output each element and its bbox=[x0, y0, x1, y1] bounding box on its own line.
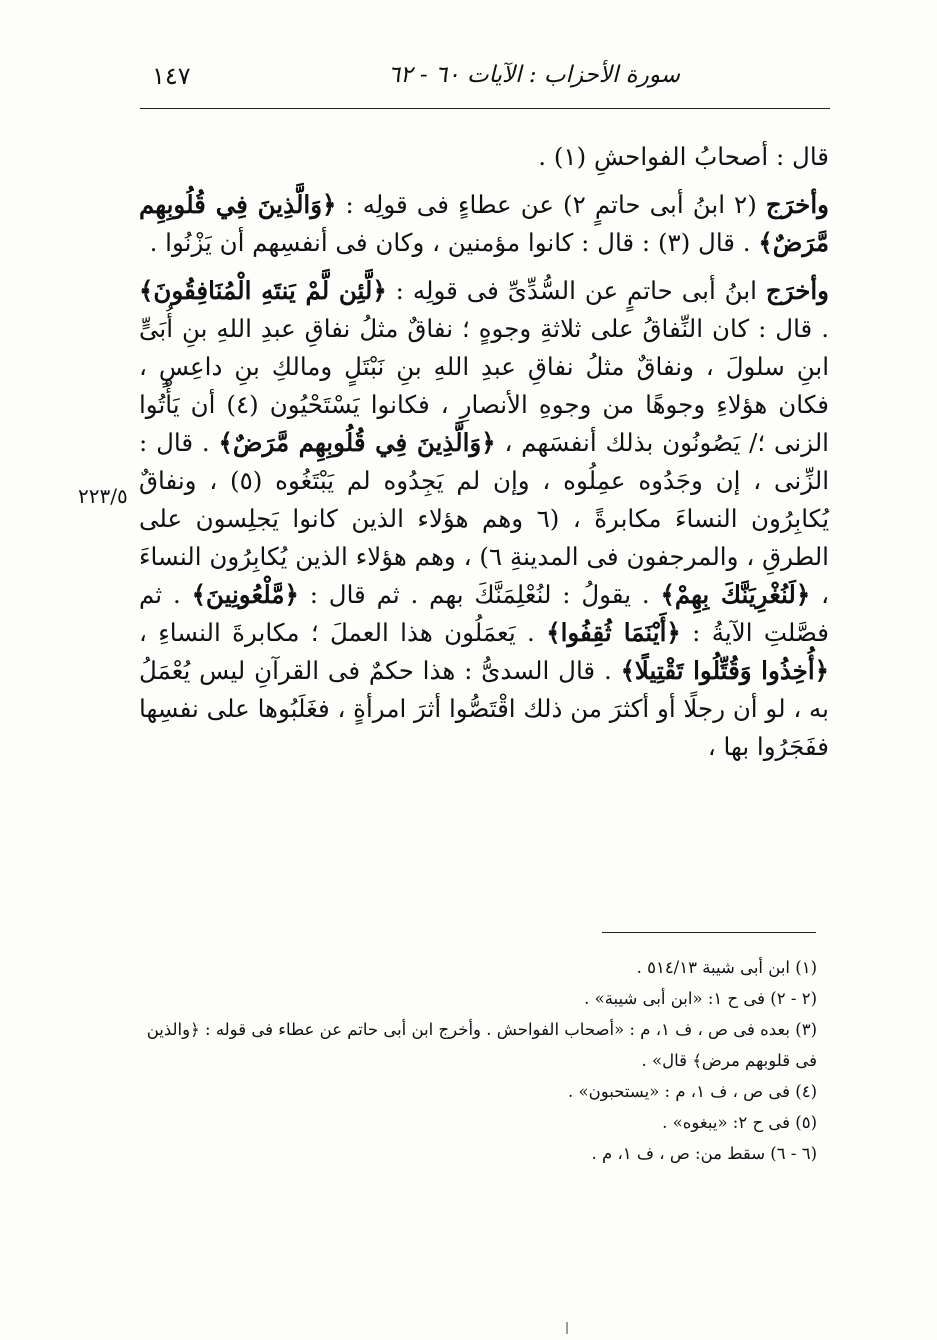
paragraph-3-segment: ابنُ أبى حاتمٍ عن السُّدِّىِّ فى قولِه : bbox=[386, 276, 766, 305]
paragraph-3-segment: . يقولُ : لنُعْلِمَنَّكَ بهم . ثم قال : bbox=[298, 580, 661, 609]
quran-quote: ﴿وَالَّذِينَ فِي قُلُوبِهِم مَّرَضٌ﴾ bbox=[218, 428, 496, 457]
main-text bbox=[139, 138, 829, 766]
footnote: (٣) بعده فى ص ، ف ١، م : «أصحاب الفواحش . وأخرج ابن أبى حاتم عن عطاء فى قوله : ﴿والذين فى قلوبهم مرض﴾ قال» . bbox=[146, 1020, 817, 1070]
paragraph-3 bbox=[139, 272, 829, 766]
paragraph-3-segment: . قال : الزِّنى ، إن وجَدُوه عمِلُوه ، وإن لم يَجِدُوه لم يَبْتَغُوه (٥) ، ونفاقٌ يُكابِرُون النساءَ مكابرةً ، (٦ وهم هؤلاء الذين كانوا يَجلِسون على الطرقِ ، والمرجفون فى المدينةِ ٦) ، وهم هؤلاء الذين يُكابِرُون النساءَ ، bbox=[139, 428, 830, 609]
paragraph-3-segment: . قال : كان النِّفاقُ على ثلاثةِ وجوهٍ ؛ نفاقٌ مثلُ نفاقِ عبدِ اللهِ بنِ أُبَىٍّ ابنِ سلولَ ، ونفاقٌ مثلُ نفاقِ عبدِ اللهِ بنِ نَبْتَلٍ ومالكِ بنِ داعِسٍ ، فكان هؤلاءِ وجوهًا من وجوهِ الأنصارِ ، فكانوا يَسْتَحْيُون (٤) أن يَأْتُوا الزنى ؛/ يَصُونُون بذلك أنفسَهم ، bbox=[139, 314, 830, 457]
footnote: (٦ - ٦) سقط من: ص ، ف ١، م . bbox=[591, 1144, 817, 1163]
paragraph-2-text: (٢ ابنُ أبى حاتمٍ ٢) عن عطاءٍ فى قولِه : bbox=[336, 190, 766, 219]
footnote-divider bbox=[602, 932, 816, 933]
quran-quote: ﴿أَيْنَمَا ثُقِفُوا﴾ bbox=[546, 618, 681, 647]
quran-quote: ﴿أُخِذُوا وَقُتِّلُوا تَقْتِيلًا﴾ bbox=[620, 656, 829, 685]
paragraph-1-text: قال : أصحابُ الفواحشِ (١) . bbox=[538, 142, 829, 171]
paragraph-2-lead: وأخرَج bbox=[765, 190, 829, 219]
footnotes bbox=[137, 952, 817, 1169]
paragraph-3-segment: . يَعمَلُون هذا العملَ ؛ مكابرةَ النساءِ ، bbox=[139, 618, 547, 647]
page-number: ١٤٧ bbox=[152, 62, 191, 90]
paragraph-3-segment: . ثم فصَّلتِ الآيةُ : bbox=[139, 580, 829, 647]
running-header bbox=[140, 62, 830, 102]
footnote: (٢ - ٢) فى ح ١: «ابن أبى شيبة» . bbox=[584, 989, 817, 1008]
header-divider bbox=[140, 108, 830, 109]
quran-quote: ﴿لَّئِن لَّمْ يَنتَهِ الْمُنَافِقُونَ﴾ bbox=[139, 276, 387, 305]
paragraph-3-lead: وأخرَج bbox=[765, 276, 829, 305]
footnote: (١) ابن أبى شيبة ٥١٤/١٣ . bbox=[636, 958, 817, 977]
paragraph-2-rest: . قال (٣) : قال : كانوا مؤمنين ، وكان فى أنفسِهم أن يَزْنُوا . bbox=[149, 228, 759, 257]
footnote: (٥) فى ح ٢: «يبغوه» . bbox=[662, 1113, 817, 1132]
quran-quote: ﴿وَالَّذِينَ فِي قُلُوبِهِم مَّرَضٌ﴾ bbox=[139, 190, 829, 257]
quran-quote: ﴿لَنُغْرِيَنَّكَ بِهِمْ﴾ bbox=[660, 580, 811, 609]
margin-reference: ٢٢٣/٥ bbox=[78, 484, 128, 508]
paragraph-2 bbox=[139, 186, 829, 262]
binding-mark bbox=[566, 1322, 568, 1334]
paragraph-1 bbox=[139, 138, 829, 176]
paragraph-3-segment: . قال السدىُّ : هذا حكمٌ فى القرآنِ ليس يُعْمَلُ به ، لو أن رجلًا أو أكثرَ من ذلك اقْتَصُّوا أثرَ امرأةٍ ، فغَلَبُوها على نفسِها ففَجَرُوا بها ، bbox=[139, 656, 830, 761]
quran-quote: ﴿مَّلْعُونِينَ﴾ bbox=[191, 580, 299, 609]
header-title: سورة الأحزاب : الآيات ٦٠ - ٦٢ bbox=[387, 62, 680, 88]
footnote: (٤) فى ص ، ف ١، م : «يستحبون» . bbox=[568, 1082, 817, 1101]
